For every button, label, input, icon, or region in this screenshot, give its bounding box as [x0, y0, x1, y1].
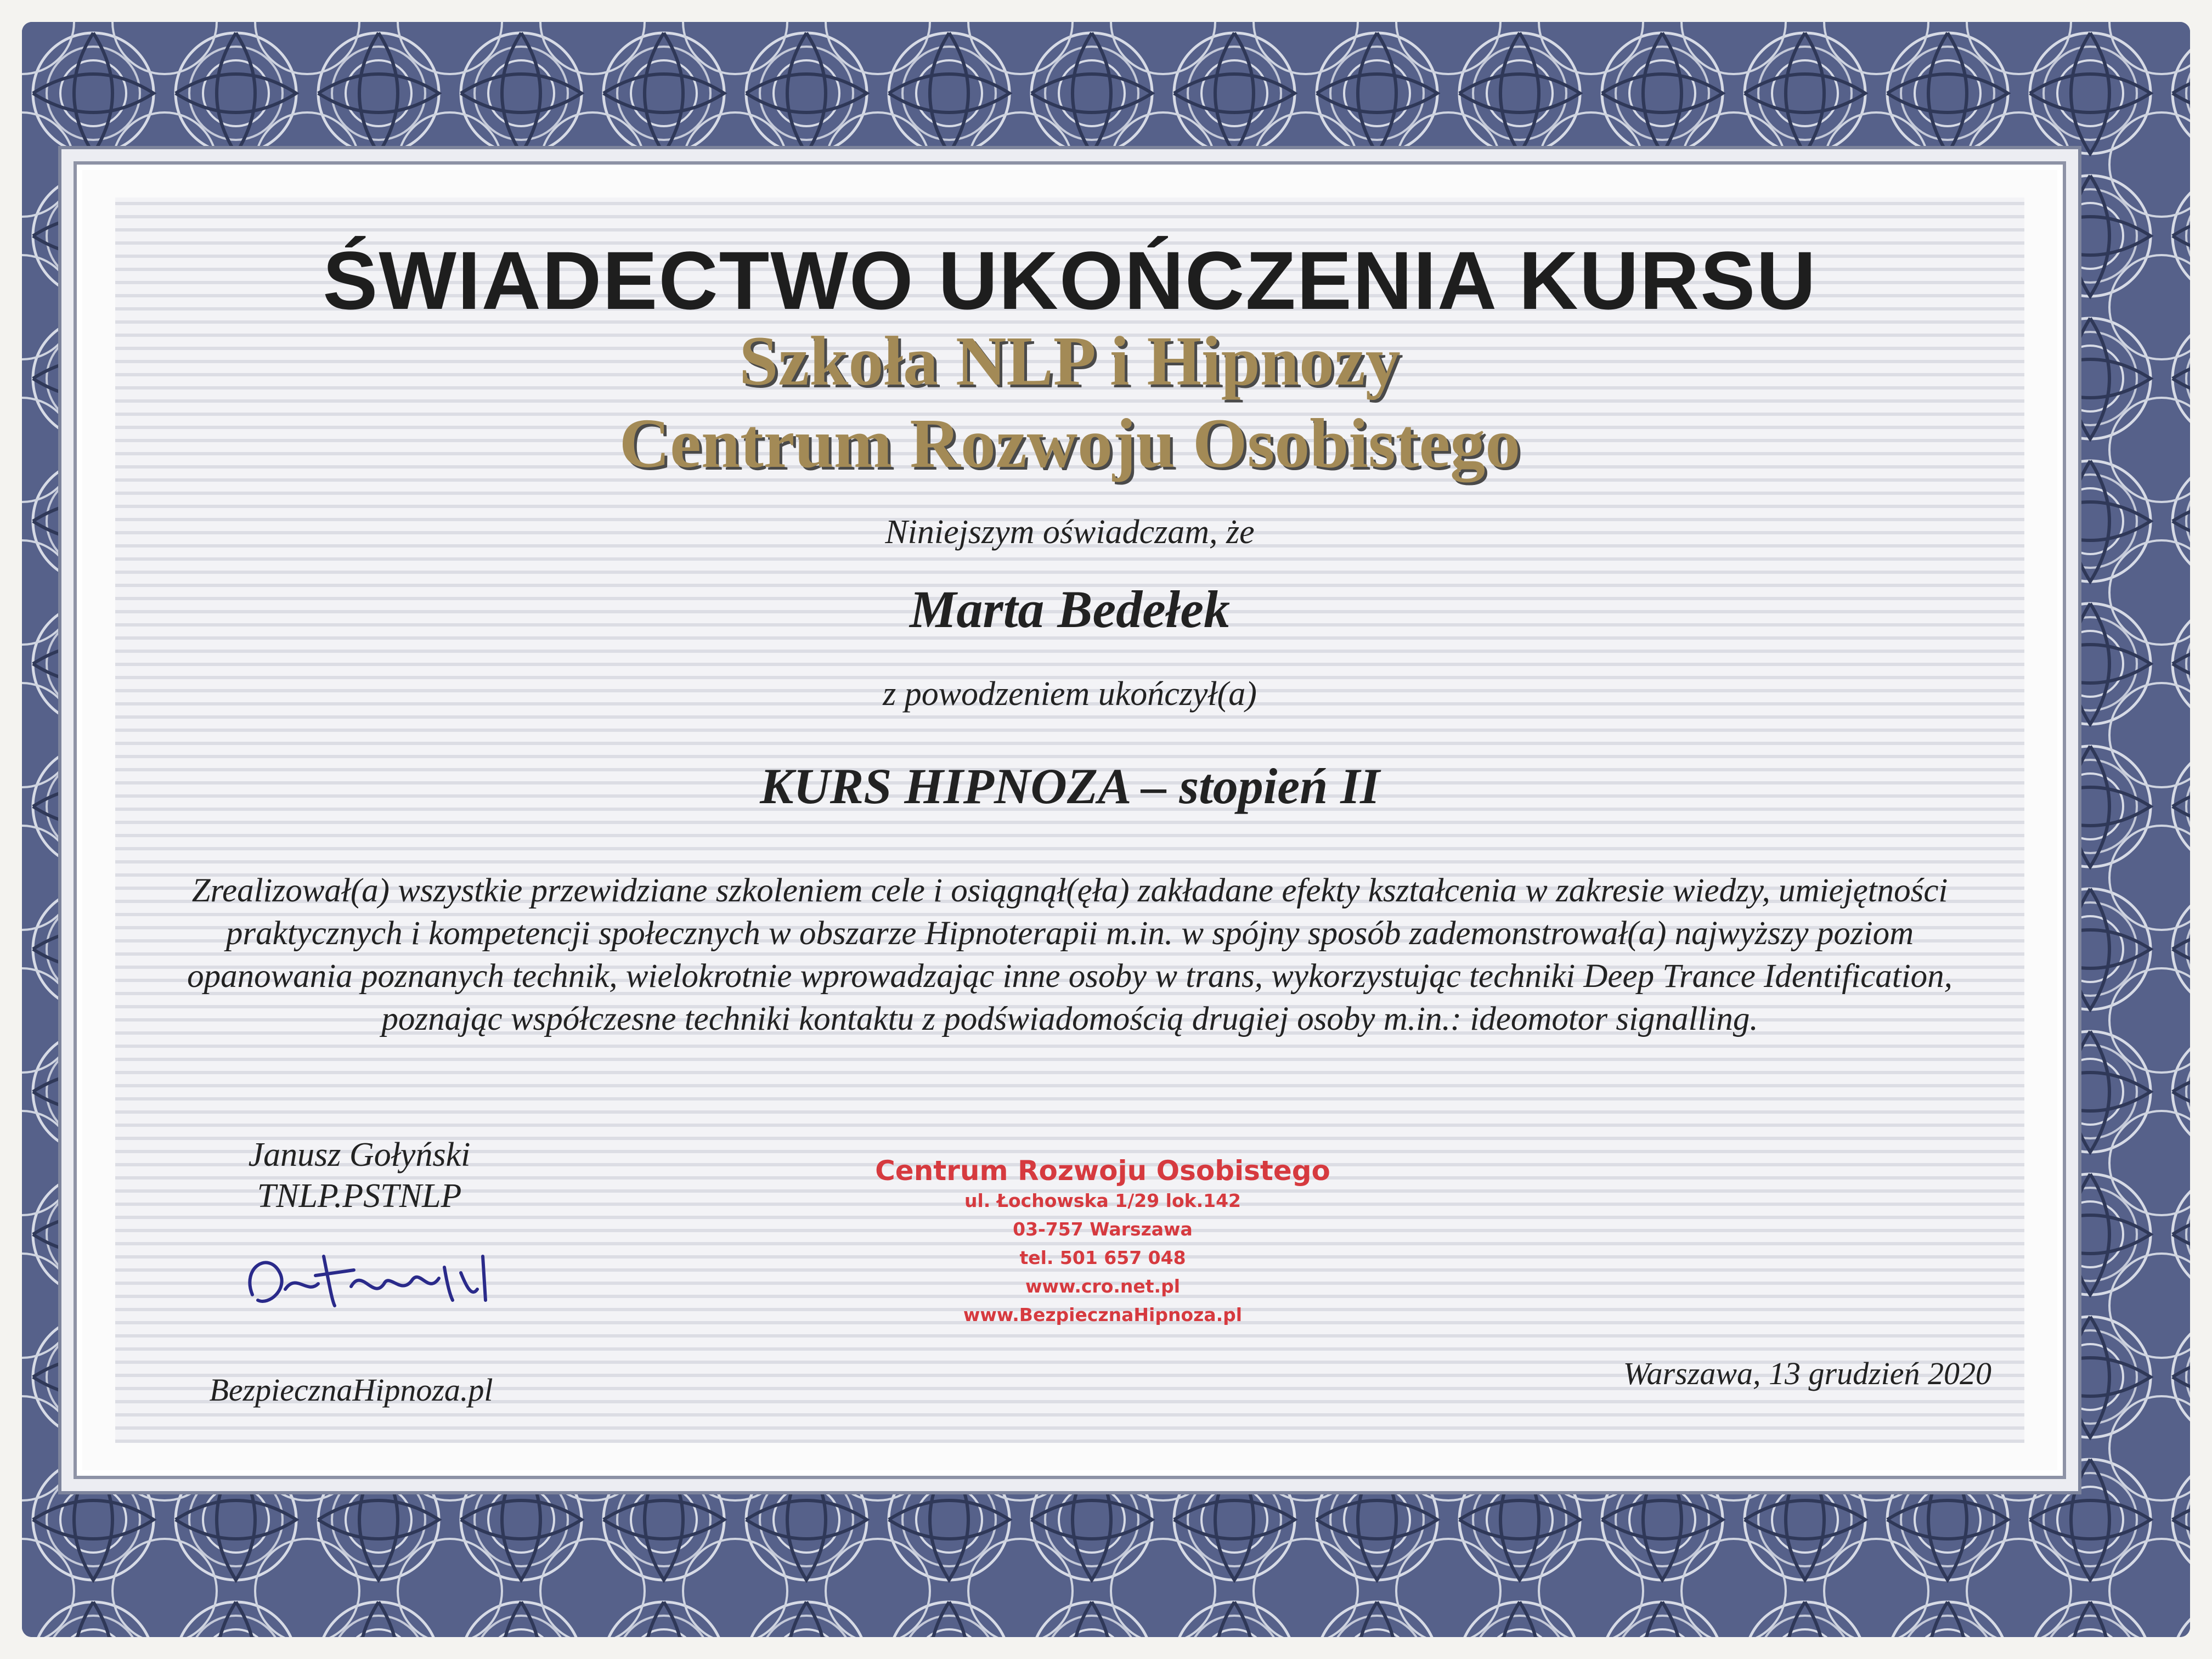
issue-date: Warszawa, 13 grudzień 2020: [1623, 1356, 1991, 1391]
signatory-title: TNLP.PSTNLP: [257, 1177, 462, 1215]
description-text: Zrealizował(a) wszystkie przewidziane szkoleniem cele i osiągnął(ęła) zakładane efekty kształcenia w zakresie wiedzy, umiejętności praktycznych i kompetencji społecznych w obszarze Hipnoterapii m.in. w spójny sposób zademonstrował(a) najwyższy poziom opanowania poznanych technik, wielokrotnie wprowadzając inne osoby w trans, wykorzystując techniki Deep Trance Identification, poznając współczesne techniki kontaktu z podświadomością drugiej osoby m.in.: ideomotor signalling.: [187, 872, 1953, 1037]
signatory-website: BezpiecznaHipnoza.pl: [209, 1372, 493, 1408]
stamp-website-2: www.BezpiecznaHipnoza.pl: [963, 1304, 1243, 1325]
school-name-line2: Centrum Rozwoju Osobistego: [619, 404, 1521, 482]
completed-text: z powodzeniem ukończył(a): [883, 675, 1257, 713]
inner-frame: [77, 165, 2063, 1476]
certificate-title: ŚWIADECTWO UKOŃCZENIA KURSU: [323, 234, 1817, 326]
stamp-address: ul. Łochowska 1/29 lok.142: [964, 1190, 1242, 1211]
handwritten-signature: [236, 1234, 521, 1328]
content-area: [115, 198, 2024, 1443]
stamp-city: 03-757 Warszawa: [1013, 1218, 1193, 1240]
course-name: KURS HIPNOZA – stopień II: [760, 758, 1380, 814]
stamp-phone: tel. 501 657 048: [1019, 1247, 1186, 1268]
stamp-website-1: www.cro.net.pl: [1025, 1276, 1181, 1297]
intro-text: Niniejszym oświadczam, że: [885, 514, 1255, 551]
recipient-name: Marta Bedełek: [910, 580, 1230, 639]
stamp-title: Centrum Rozwoju Osobistego: [875, 1155, 1330, 1187]
school-name-line1: Szkoła NLP i Hipnozy: [739, 322, 1401, 400]
organization-stamp: [856, 1155, 1350, 1329]
signatory-name: Janusz Gołyński: [248, 1136, 471, 1173]
